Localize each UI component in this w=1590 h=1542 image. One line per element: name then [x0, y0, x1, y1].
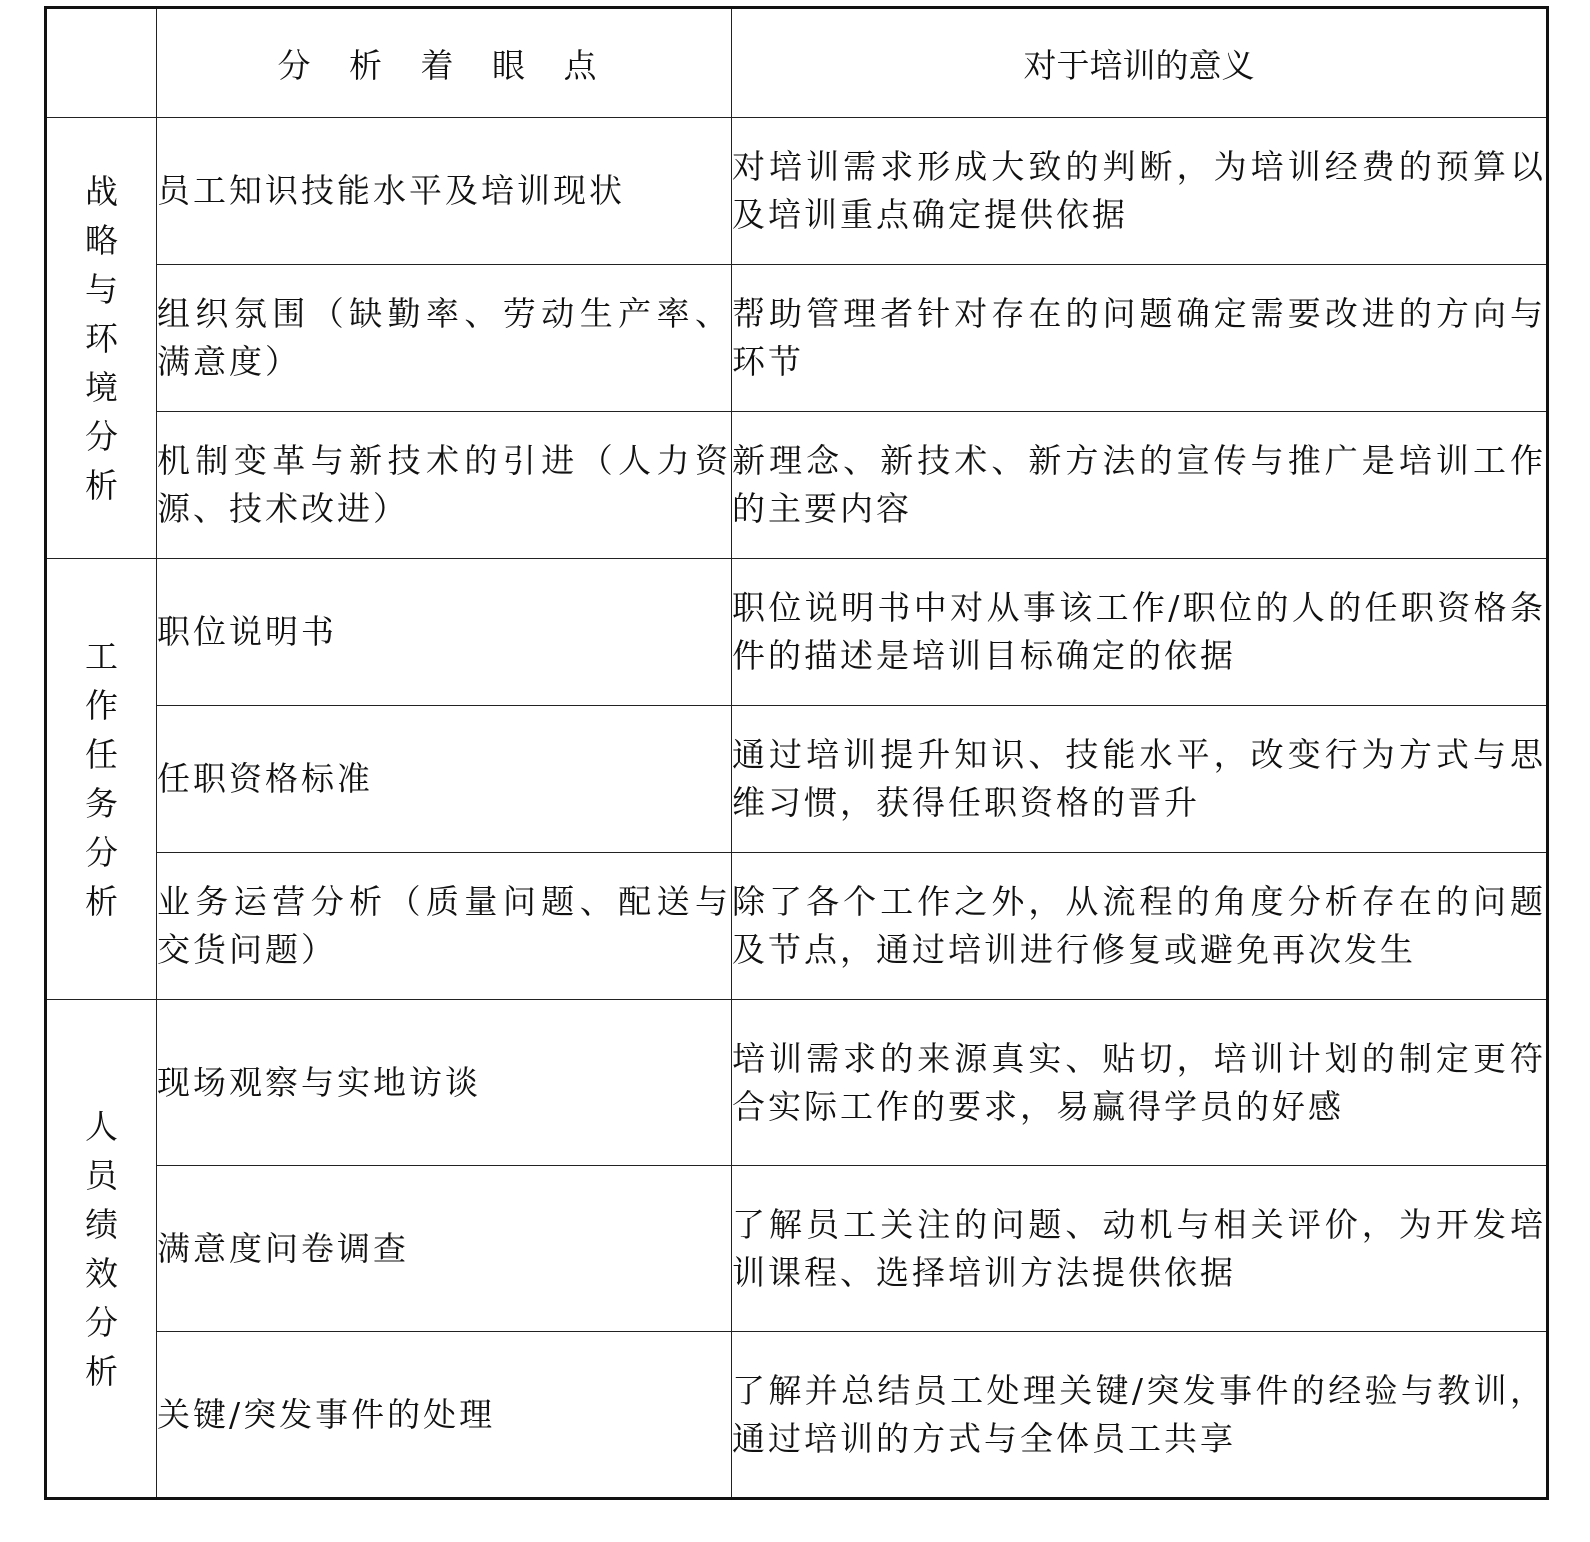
training-significance: 帮助管理者针对存在的问题确定需要改进的方向与环节	[732, 265, 1548, 412]
training-needs-analysis-table	[44, 6, 1549, 1500]
training-significance: 除了各个工作之外，从流程的角度分析存在的问题及节点，通过培训进行修复或避免再次发生	[732, 853, 1548, 1000]
training-significance: 了解并总结员工处理关键/突发事件的经验与教训，通过培训的方式与全体员工共享	[732, 1332, 1548, 1499]
training-significance: 对培训需求形成大致的判断，为培训经费的预算以及培训重点确定提供依据	[732, 118, 1548, 265]
training-significance: 了解员工关注的问题、动机与相关评价，为开发培训课程、选择培训方法提供依据	[732, 1166, 1548, 1332]
training-significance: 培训需求的来源真实、贴切，培训计划的制定更符合实际工作的要求，易赢得学员的好感	[732, 1000, 1548, 1166]
analysis-point: 关键/突发事件的处理	[157, 1332, 732, 1499]
table-row	[46, 1000, 1548, 1166]
header-training-significance: 对于培训的意义	[732, 8, 1548, 118]
analysis-point: 职位说明书	[157, 559, 732, 706]
training-significance: 职位说明书中对从事该工作/职位的人的任职资格条件的描述是培训目标确定的依据	[732, 559, 1548, 706]
training-significance: 新理念、新技术、新方法的宣传与推广是培训工作的主要内容	[732, 412, 1548, 559]
category-job-task	[46, 559, 157, 1000]
analysis-point: 现场观察与实地访谈	[157, 1000, 732, 1166]
table-row	[46, 118, 1548, 265]
table-row	[46, 265, 1548, 412]
category-label: 人员绩效分析	[85, 1106, 118, 1391]
table-row	[46, 1332, 1548, 1499]
table-row	[46, 412, 1548, 559]
category-label: 工作任务分析	[85, 637, 118, 921]
training-significance: 通过培训提升知识、技能水平，改变行为方式与思维习惯，获得任职资格的晋升	[732, 706, 1548, 853]
header-analysis-point: 分 析 着 眼 点	[157, 8, 732, 118]
analysis-point: 任职资格标准	[157, 706, 732, 853]
table-row	[46, 1166, 1548, 1332]
analysis-point: 组织氛围（缺勤率、劳动生产率、满意度）	[157, 265, 732, 412]
table-row	[46, 853, 1548, 1000]
category-strategy-environment	[46, 118, 157, 559]
category-personnel-performance	[46, 1000, 157, 1499]
analysis-point: 业务运营分析（质量问题、配送与交货问题）	[157, 853, 732, 1000]
analysis-point: 员工知识技能水平及培训现状	[157, 118, 732, 265]
table-row	[46, 706, 1548, 853]
header-row	[46, 8, 1548, 118]
analysis-point: 满意度问卷调查	[157, 1166, 732, 1332]
table-row	[46, 559, 1548, 706]
analysis-point: 机制变革与新技术的引进（人力资源、技术改进）	[157, 412, 732, 559]
header-category	[46, 8, 157, 118]
category-label: 战略与环境分析	[85, 171, 118, 505]
